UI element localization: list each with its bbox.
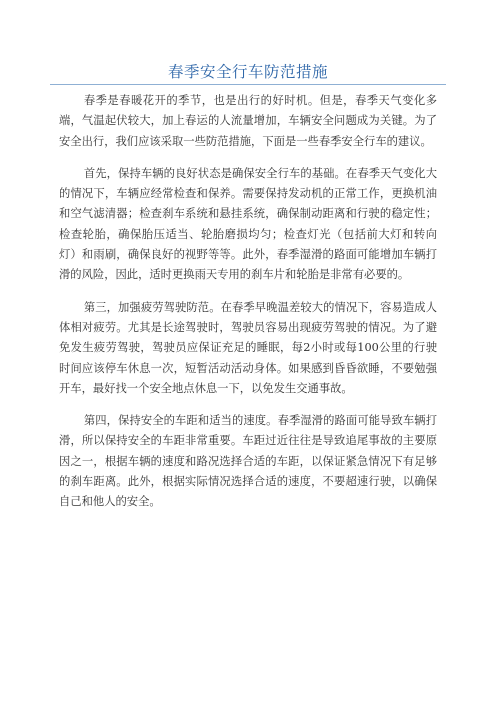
- document-body: [59, 91, 437, 525]
- paragraph-fatigue-driving: 第三，加强疲劳驾驶防范。在春季早晚温差较大的情况下，容易造成人体相对疲劳。尤其是长途驾驶时，驾驶员容易出现疲劳驾驶的情况。为了避免发生疲劳驾驶，驾驶员应保证充足的睡眠，每2小时或每100公里的行驶时间应该停车休息一次，短暂活动活动身体。如果感到昏昏欲睡，不要勉强开车，最好找一个安全地点休息一下，以免发生交通事故。: [59, 300, 437, 395]
- paragraph-distance-speed: 第四，保持安全的车距和适当的速度。春季湿滑的路面可能导致车辆打滑，所以保持安全的车距非常重要。车距过近往往是导致追尾事故的主要原因之一，根据车辆的速度和路况选择合适的车距，以保证紧急情况下有足够的刹车距离。此外，根据实际情况选择合适的速度，不要超速行驶，以确保自己和他人的安全。: [59, 414, 437, 509]
- document-title: 春季安全行车防范措施: [167, 63, 328, 81]
- title-underline: [50, 84, 446, 85]
- paragraph-vehicle-maintenance: 首先，保持车辆的良好状态是确保安全行车的基础。在春季天气变化大的情况下，车辆应经常检查和保养。需要保持发动机的正常工作，更换机油和空气滤清器；检查刹车系统和悬挂系统，确保制动距离和行驶的稳定性；检查轮胎，确保胎压适当、轮胎磨损均匀；检查灯光（包括前大灯和转向灯）和雨刷，确保良好的视野等等。此外，春季湿滑的路面可能增加车辆打滑的风险，因此，适时更换雨天专用的刹车片和轮胎是非常有必要的。: [59, 166, 437, 282]
- paragraph-intro: 春季是春暖花开的季节，也是出行的好时机。但是，春季天气变化多端，气温起伏较大，加上春运的人流量增加，车辆安全问题成为关键。为了安全出行，我们应该采取一些防范措施，下面是一些春季安全行车的建议。: [59, 94, 437, 148]
